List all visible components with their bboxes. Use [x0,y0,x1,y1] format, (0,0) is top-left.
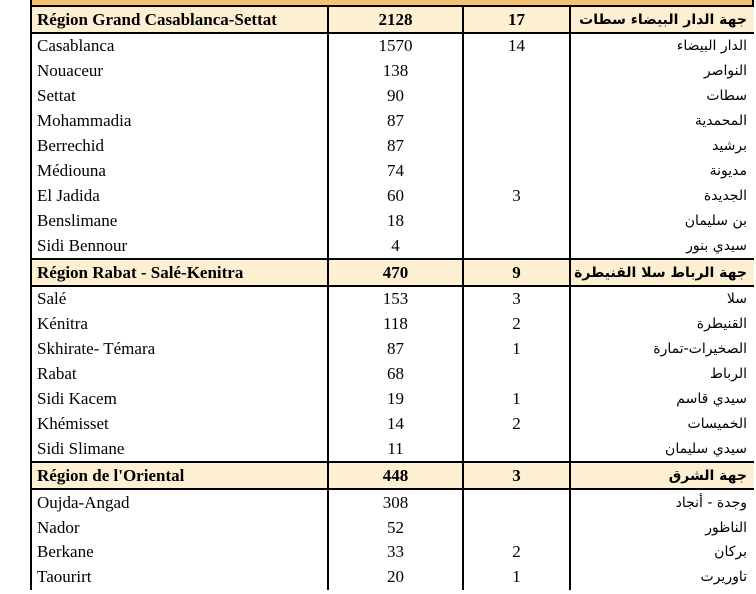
city-name: Nador [31,515,328,540]
city-name: Benslimane [31,208,328,233]
city-row [31,312,754,337]
city-name-ar: بركان [570,540,754,565]
region-name: Région Rabat - Salé-Kenitra [31,259,328,286]
city-row [31,337,754,362]
city-deaths [463,59,570,84]
city-row [31,489,754,515]
city-cases: 60 [328,183,463,208]
city-cases: 52 [328,515,463,540]
region-cases: 2128 [328,6,463,33]
city-name-ar: الصخيرات-تمارة [570,337,754,362]
city-name-ar: وجدة - أنجاد [570,489,754,515]
city-row [31,109,754,134]
city-deaths: 2 [463,540,570,565]
city-row [31,84,754,109]
city-row [31,286,754,312]
city-deaths [463,109,570,134]
city-name-ar: سطات [570,84,754,109]
city-deaths [463,158,570,183]
city-name-ar: مديونة [570,158,754,183]
city-name: Oujda-Angad [31,489,328,515]
city-deaths: 1 [463,387,570,412]
city-name: Settat [31,84,328,109]
city-row [31,183,754,208]
city-row [31,362,754,387]
city-row [31,565,754,590]
city-deaths [463,489,570,515]
city-cases: 4 [328,233,463,259]
city-name: Nouaceur [31,59,328,84]
city-cases: 18 [328,208,463,233]
city-name: Rabat [31,362,328,387]
city-row [31,158,754,183]
region-cases: 448 [328,462,463,489]
city-cases: 308 [328,489,463,515]
region-row [31,462,754,489]
city-deaths: 1 [463,337,570,362]
city-cases: 68 [328,362,463,387]
city-name: Skhirate- Témara [31,337,328,362]
city-row [31,134,754,159]
city-deaths [463,134,570,159]
city-row [31,540,754,565]
city-name: Mohammadia [31,109,328,134]
city-cases: 74 [328,158,463,183]
city-name-ar: برشيد [570,134,754,159]
city-name-ar: الناظور [570,515,754,540]
city-name: Casablanca [31,33,328,59]
city-cases: 118 [328,312,463,337]
city-row [31,436,754,462]
city-name-ar: الجديدة [570,183,754,208]
city-name: Kénitra [31,312,328,337]
region-deaths: 17 [463,6,570,33]
city-name-ar: الدار البيضاء [570,33,754,59]
city-name-ar: النواصر [570,59,754,84]
city-cases: 90 [328,84,463,109]
city-cases: 11 [328,436,463,462]
region-name: Région Grand Casablanca-Settat [31,6,328,33]
region-row [31,259,754,286]
city-row [31,387,754,412]
city-deaths [463,233,570,259]
city-row [31,411,754,436]
city-deaths: 3 [463,183,570,208]
region-name-ar: جهة الرباط سلا القنيطرة [570,259,754,286]
city-deaths [463,84,570,109]
city-cases: 138 [328,59,463,84]
city-deaths [463,515,570,540]
city-deaths: 2 [463,312,570,337]
city-cases: 14 [328,411,463,436]
cases-table-body [31,6,754,590]
city-name-ar: القنيطرة [570,312,754,337]
city-name: Sidi Kacem [31,387,328,412]
region-name-ar: جهة الدار البيضاء سطات [570,6,754,33]
city-name: Sidi Bennour [31,233,328,259]
region-name: Région de l'Oriental [31,462,328,489]
city-deaths: 2 [463,411,570,436]
city-cases: 87 [328,337,463,362]
region-cases: 470 [328,259,463,286]
city-name-ar: سيدي بنور [570,233,754,259]
city-name-ar: الرباط [570,362,754,387]
city-name: Médiouna [31,158,328,183]
city-row [31,59,754,84]
city-name: El Jadida [31,183,328,208]
city-cases: 1570 [328,33,463,59]
city-name: Berkane [31,540,328,565]
cases-table [30,5,754,590]
city-name-ar: سيدي قاسم [570,387,754,412]
city-name-ar: المحمدية [570,109,754,134]
city-name-ar: بن سليمان [570,208,754,233]
region-deaths: 9 [463,259,570,286]
region-deaths: 3 [463,462,570,489]
city-name-ar: سلا [570,286,754,312]
city-cases: 33 [328,540,463,565]
city-row [31,208,754,233]
city-cases: 19 [328,387,463,412]
city-name-ar: الخميسات [570,411,754,436]
city-name-ar: سيدي سليمان [570,436,754,462]
region-name-ar: جهة الشرق [570,462,754,489]
city-deaths: 3 [463,286,570,312]
covid-table-container [30,0,754,594]
city-row [31,33,754,59]
city-deaths [463,208,570,233]
city-cases: 87 [328,134,463,159]
city-name: Khémisset [31,411,328,436]
city-row [31,233,754,259]
city-deaths [463,362,570,387]
city-deaths [463,436,570,462]
city-row [31,515,754,540]
city-cases: 87 [328,109,463,134]
city-name-ar: تاوريرت [570,565,754,590]
city-cases: 20 [328,565,463,590]
city-cases: 153 [328,286,463,312]
city-deaths: 14 [463,33,570,59]
city-name: Taourirt [31,565,328,590]
city-name: Salé [31,286,328,312]
city-name: Sidi Slimane [31,436,328,462]
region-row [31,6,754,33]
city-deaths: 1 [463,565,570,590]
city-name: Berrechid [31,134,328,159]
